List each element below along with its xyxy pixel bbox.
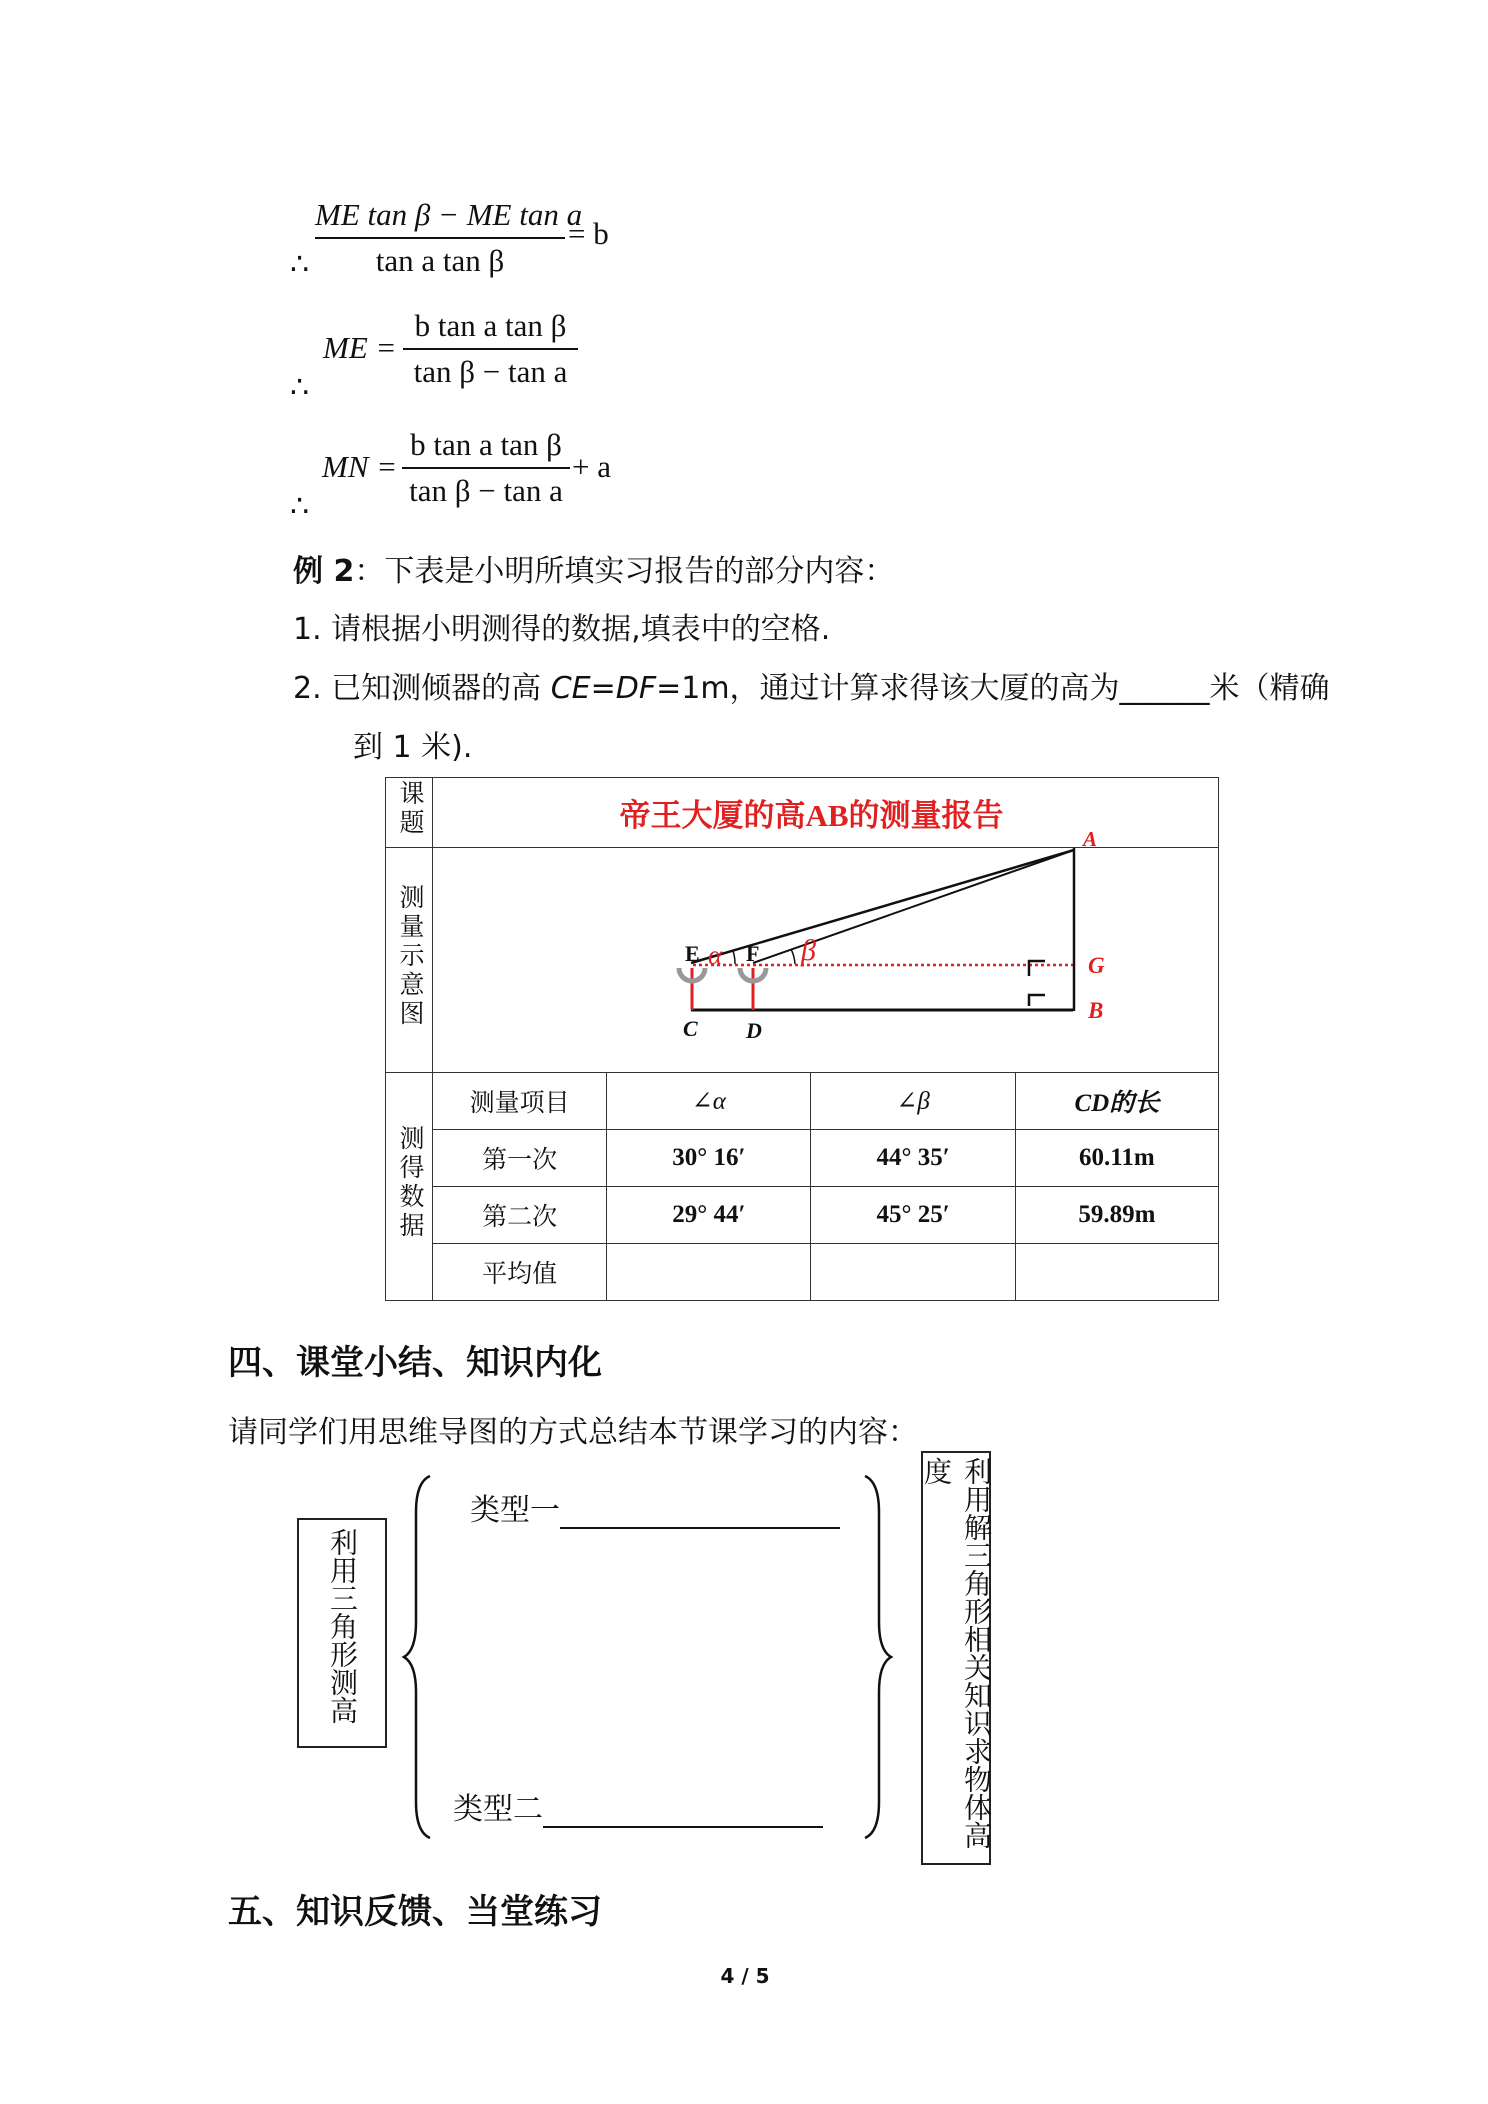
example-item-2: 2. 已知测倾器的高 CE=DF=1m，通过计算求得该大厦的高为______米（精确 xyxy=(293,671,1330,706)
fraction-bar xyxy=(403,348,578,350)
right-angle-mark-g xyxy=(1029,961,1045,976)
type-2-label: 类型二 xyxy=(453,1792,543,1827)
right-angle-mark-b xyxy=(1029,995,1045,1006)
label-g: G xyxy=(1088,953,1105,978)
formula-1-numerator: ME tan β − ME tan a xyxy=(315,197,583,232)
section-5-heading: 五、知识反馈、当堂练习 xyxy=(228,1892,602,1932)
label-d: D xyxy=(746,1018,762,1043)
type-2-blank xyxy=(543,1826,823,1828)
table-cell xyxy=(607,1244,811,1301)
section-4-intro: 请同学们用思维导图的方式总结本节课学习的内容： xyxy=(228,1415,918,1450)
label-a: A xyxy=(1083,827,1098,851)
formula-1-fraction xyxy=(315,197,583,279)
table-row xyxy=(386,1244,1219,1301)
report-title-cell xyxy=(433,778,1219,848)
table-cell: 第二次 xyxy=(433,1187,607,1244)
table-cell: 44° 35′ xyxy=(811,1130,1015,1187)
therefore-symbol: ∴ xyxy=(290,247,310,282)
example-item-1: 1. 请根据小明测得的数据,填表中的空格. xyxy=(293,612,831,647)
measurement-diagram xyxy=(433,827,1218,1072)
page-number: 4 / 5 xyxy=(720,1964,770,1988)
table-cell: 29° 44′ xyxy=(607,1187,811,1244)
formula-3-lhs: MN = xyxy=(322,449,398,484)
mindmap-right-box: 利用解三角形相关知识求物体高度 xyxy=(921,1451,991,1865)
report-title: 帝王大厦的高AB的测量报告 xyxy=(619,798,1004,833)
formula-3-rhs: + a xyxy=(572,449,611,484)
type-1-blank xyxy=(560,1527,840,1529)
formula-2-lhs: ME = xyxy=(323,330,397,365)
type-1-label: 类型一 xyxy=(470,1493,560,1528)
section-4-heading: 四、课堂小结、知识内化 xyxy=(228,1343,602,1383)
table-row xyxy=(386,1073,1219,1130)
table-cell: 30° 16′ xyxy=(607,1130,811,1187)
diagram-cell xyxy=(433,827,1219,1073)
label-c: C xyxy=(683,1016,698,1041)
label-e: E xyxy=(685,941,700,966)
example-item-2-continued: 到 1 米). xyxy=(353,730,473,765)
mindmap-left-box: 利用三角形测高 xyxy=(297,1518,387,1748)
label-beta: β xyxy=(801,934,816,967)
table-row xyxy=(386,848,1219,1073)
formula-1-rhs: = b xyxy=(568,216,609,251)
formula-3-fraction xyxy=(402,427,570,509)
example-label: 例 2 xyxy=(293,554,355,589)
formula-2-numerator: b tan a tan β xyxy=(414,308,567,343)
row-label-data: 测得数据 xyxy=(386,1073,433,1301)
therefore-symbol: ∴ xyxy=(290,370,310,405)
mindmap-left-brace xyxy=(400,1472,440,1842)
formula-2-denominator: tan β − tan a xyxy=(413,354,568,389)
fraction-bar xyxy=(315,237,565,239)
label-b: B xyxy=(1088,998,1104,1023)
table-row xyxy=(386,1187,1219,1244)
row-label-diagram: 测量示意图 xyxy=(386,848,433,1073)
header-cell: CD的长 xyxy=(1015,1073,1218,1130)
mindmap-right-brace xyxy=(855,1472,895,1842)
table-cell: 平均值 xyxy=(433,1244,607,1301)
example-intro: ：下表是小明所填实习报告的部分内容： xyxy=(354,554,895,589)
formula-3-numerator: b tan a tan β xyxy=(410,427,562,462)
measurement-report-table xyxy=(385,777,1219,1301)
header-cell: 测量项目 xyxy=(433,1073,607,1130)
table-cell xyxy=(1015,1244,1218,1301)
formula-1-denominator: tan a tan β xyxy=(375,243,505,278)
beta-arc xyxy=(791,949,795,964)
row-label-topic: 课题 xyxy=(386,778,433,848)
label-alpha: α xyxy=(708,940,723,970)
label-f: F xyxy=(746,941,760,966)
header-cell: ∠α xyxy=(607,1073,811,1130)
formula-2-fraction xyxy=(403,308,578,390)
therefore-symbol: ∴ xyxy=(290,489,310,524)
table-cell: 59.89m xyxy=(1015,1187,1218,1244)
example-2-intro-line xyxy=(293,546,894,590)
table-row xyxy=(386,1130,1219,1187)
formula-3-denominator: tan β − tan a xyxy=(409,473,563,508)
header-cell: ∠β xyxy=(811,1073,1015,1130)
table-cell: 60.11m xyxy=(1015,1130,1218,1187)
table-cell: 45° 25′ xyxy=(811,1187,1015,1244)
table-cell: 第一次 xyxy=(433,1130,607,1187)
fraction-bar xyxy=(402,467,570,469)
table-cell xyxy=(811,1244,1015,1301)
mindmap-type-2 xyxy=(453,1784,823,1828)
alpha-arc xyxy=(733,951,735,964)
mindmap-type-1 xyxy=(470,1485,840,1529)
